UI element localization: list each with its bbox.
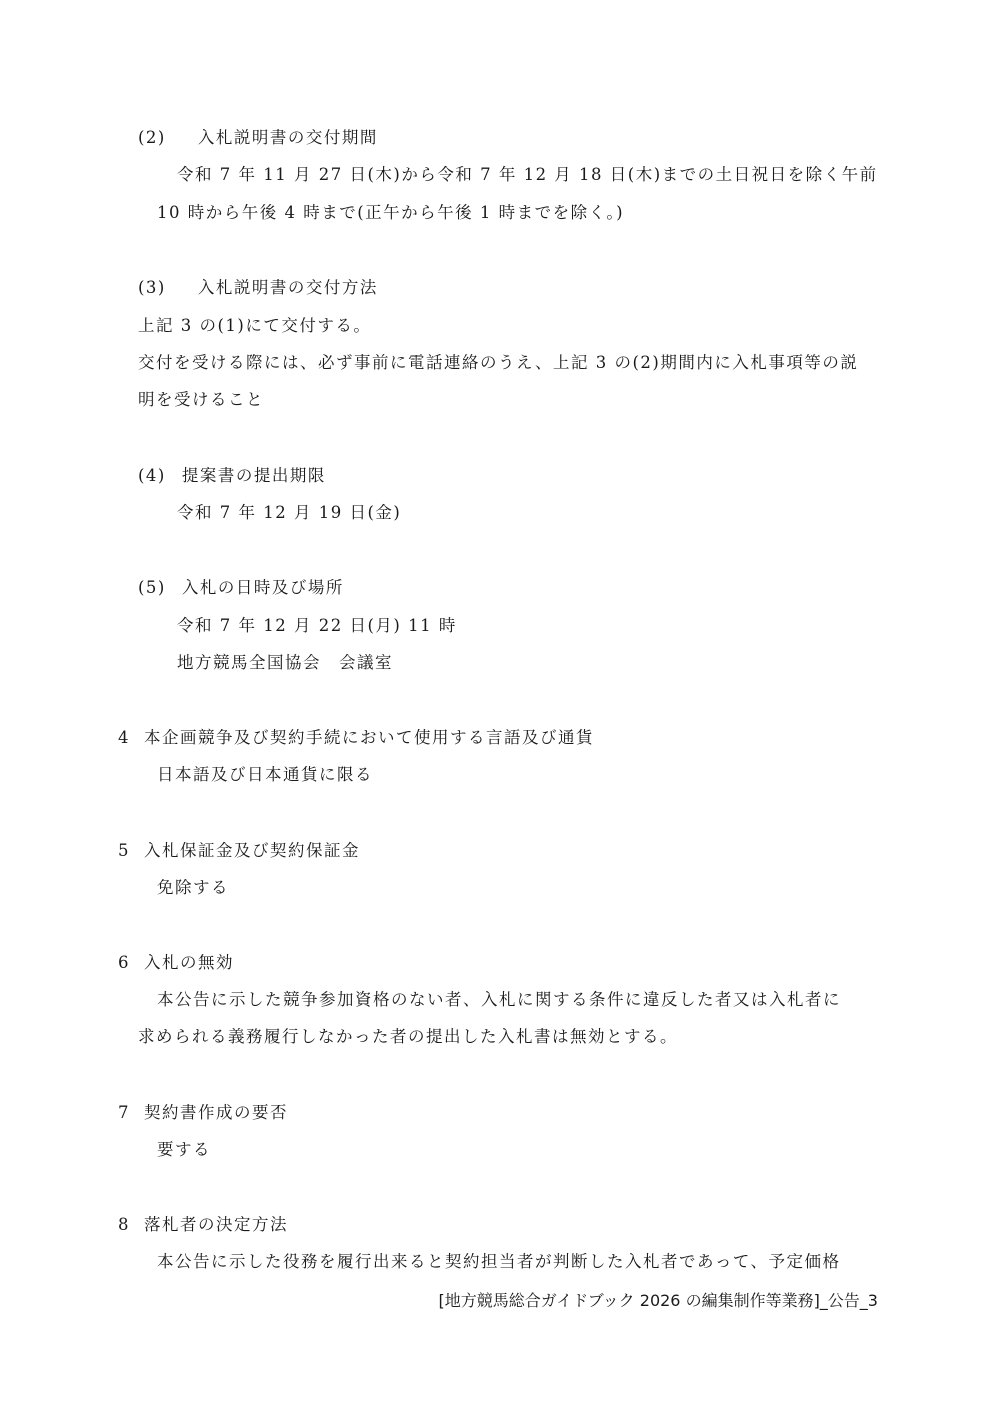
section-number: 7 (118, 1103, 130, 1122)
section-title: 契約書作成の要否 (144, 1103, 288, 1122)
paragraph-line: 令和 7 年 12 月 22 日(月) 11 時 (177, 616, 457, 635)
paragraph-line: 求められる義務履行しなかった者の提出した入札書は無効とする。 (138, 1027, 678, 1046)
section-title: 提案書の提出期限 (181, 466, 326, 485)
section-title: 本企画競争及び契約手続において使用する言語及び通貨 (144, 728, 594, 747)
section-7-heading (118, 1102, 288, 1124)
section-number: (4) (138, 466, 166, 485)
section-number: (2) (138, 128, 166, 147)
section-number: 8 (118, 1215, 130, 1234)
paragraph-line: 日本語及び日本通貨に限る (157, 765, 373, 784)
section-title: 落札者の決定方法 (144, 1215, 288, 1234)
paragraph-line: 免除する (157, 878, 229, 897)
section-title: 入札保証金及び契約保証金 (144, 841, 360, 860)
section-title: 入札の無効 (144, 953, 234, 972)
section-4-heading (118, 727, 594, 749)
paragraph-line: 10 時から午後 4 時まで(正午から午後 1 時までを除く。) (157, 203, 625, 222)
paragraph-line: 本公告に示した役務を履行出来ると契約担当者が判断した入札者であって、予定価格 (157, 1252, 841, 1271)
section-3-2-heading (138, 127, 378, 149)
paragraph-line: 令和 7 年 12 月 19 日(金) (177, 503, 402, 522)
paragraph-line: 明を受けること (138, 390, 264, 409)
section-number: (5) (138, 578, 166, 597)
section-number: 4 (118, 728, 130, 747)
paragraph-line: 上記 3 の(1)にて交付する。 (138, 316, 372, 335)
paragraph-line: 令和 7 年 11 月 27 日(木)から令和 7 年 12 月 18 日(木)までの土日祝日を除く午前 (177, 165, 878, 184)
section-number: 5 (118, 841, 130, 860)
section-3-3-heading (138, 277, 378, 299)
section-3-4-heading (138, 465, 326, 487)
page-footer: [地方競馬総合ガイドブック 2026 の編集制作等業務]_公告_3 (438, 1291, 878, 1310)
paragraph-line: 交付を受ける際には、必ず事前に電話連絡のうえ、上記 3 の(2)期間内に入札事項等の説 (138, 353, 859, 372)
section-number: 6 (118, 953, 130, 972)
paragraph-line: 本公告に示した競争参加資格のない者、入札に関する条件に違反した者又は入札者に (157, 990, 841, 1009)
section-6-heading (118, 952, 234, 974)
section-3-5-heading (138, 577, 344, 599)
section-number: (3) (138, 278, 166, 297)
paragraph-line: 要する (157, 1140, 211, 1159)
paragraph-line: 地方競馬全国協会 会議室 (177, 653, 393, 672)
section-8-heading (118, 1214, 288, 1236)
section-title: 入札説明書の交付方法 (197, 278, 378, 297)
section-title: 入札の日時及び場所 (181, 578, 344, 597)
section-title: 入札説明書の交付期間 (197, 128, 378, 147)
section-5-heading (118, 840, 360, 862)
